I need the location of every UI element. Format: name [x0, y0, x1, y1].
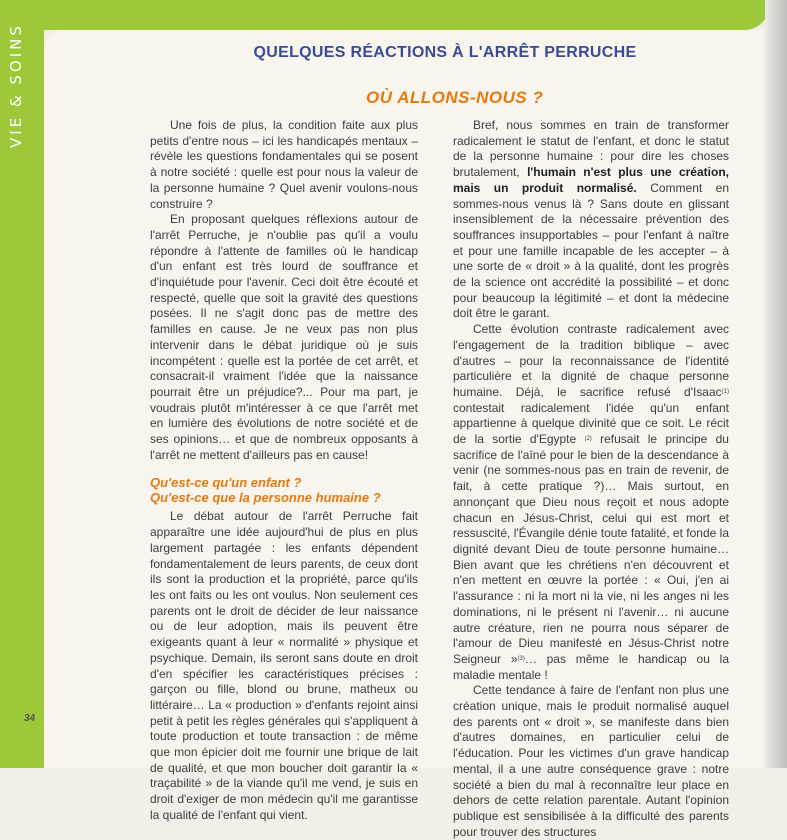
paragraph: Le débat autour de l'arrêt Perruche fait apparaître une idée aujourd'hui de plus en plus largement partagée : les enfants dépendent fondamentalement de leurs parents, de ceux dont ils sont la production et la propriété, parce qu'ils les ont faits ou les ont voulus. Non seulement ces parents ont le droit de décider de leur naissance ou de leur adoption, mais ils peuvent être exigeants quant à leur « normalité » physique et psychique. Demain, ils seront sans doute en droit d'en spécifier les caractéristiques précises : garçon ou fille, blond ou brune, matheux ou littéraire… La « production » d'enfants rejoint ainsi petit à petit les règles générales qui s'appliquent à toute production et toute transaction : de même que mon épicier doit me fournir une brique de lait de qualité, et que mon boucher doit garantir la « traçabilité » de la viande qu'il me vend, je suis en droit d'exiger de mon médecin qu'il me garantisse la qualité de l'enfant qui vient. [150, 509, 418, 822]
page-number: 34 [24, 713, 36, 724]
paragraph [453, 322, 729, 683]
text-run: Bref, nous sommes en train de transformer radicalement le statut de l'enfant, et donc le statut de la personne humaine : pour dire les choses brutalement, [453, 118, 729, 180]
page-spine-shadow [765, 0, 787, 768]
section-title-line: Qu'est-ce qu'un enfant ? [150, 475, 302, 491]
paragraph: Une fois de plus, la condition faite aux plus petits d'entre nous – ici les handicapés mentaux –révèle les questions fondamentales qui se posent à notre société : quelle est pour nous la valeur de la personne humaine ? Quel avenir voulons-nous construire ? [150, 118, 418, 211]
section-label: VIE & SOINS [7, 23, 25, 148]
article-subheading: OÙ ALLONS-NOUS ? [366, 88, 544, 107]
paragraph: Cette tendance à faire de l'enfant non plus une création unique, mais le produit normalisé auquel des parents ont « droit », se manifeste dans bien d'autres domaines, en particulier celui de l'éducation. Pour les victimes d'un grave handicap mental, il a une autre conséquence grave : notre société a bien du mal à reconnaître leur place en dehors de cette relation parentale. Autant l'opinion publique est sensibilisée à la difficulté des parents pour trouver des structures [453, 683, 729, 839]
text-run: contestait radicalement l'idée qu'un enfant appartienne à quelque divinité que ce soit. Le récit de la sortie d'Egypte [453, 400, 729, 447]
footnote-ref: (1) [721, 388, 729, 395]
text-run: Cette évolution contraste radicalement avec l'engagement de la tradition biblique – avec d'autres – pour la reconnaissance de l'identité particulière et la dignité de chaque personne humaine. Déjà, le sacrifice refusé d'Isaac [453, 322, 729, 399]
paragraph [453, 118, 729, 322]
section-title [150, 475, 418, 505]
section-title-line: Qu'est-ce que la personne humaine ? [150, 490, 381, 506]
paragraph: En proposant quelques réflexions autour de l'arrêt Perruche, je n'oublie pas qu'il a voulu répondre à l'attente de familles où le handicap d'un enfant est très lourd de souffrance et d'inquiétude pour l'avenir. Ceci doit être écouté et respecté, quelle que soit la gravité des questions posées. Il ne s'agit donc pas de mettre des familles en cause. Je ne veux pas non plus intervenir dans le débat juridique où je suis incompétent : quelle est la portée de cet arrêt, et consacrait-il vraiment l'idée que la naissance pourrait être un préjudice?... Pour ma part, je voudrais plutôt m'intéresser à ce que l'arrêt met en lumière des évolutions de notre société et de ses opinions… et que de nombreux opposants à l'arrêt ne mettent d'ailleurs pas en cause! [150, 212, 418, 462]
left-column [150, 118, 418, 824]
article-heading: QUELQUES RÉACTIONS À L'ARRÊT PERRUCHE [253, 44, 637, 61]
right-column [453, 118, 729, 840]
bold-statement: l'humain n'est plus une création, mais un produit normalisé. [453, 165, 729, 195]
text-run: refusait le principe du sacrifice de l'aîné pour le bien de la descendance à venir (ne sommes-nous pas en train de revenir, de fait, à cette pratique ?)… Mais surtout, en annonçant que Dieu nous reçoit et nous adopte chacun en Jésus-Christ, celui qui est mort et ressuscité, l'Évangile dénie toute fatalité, et fonde la dignité devant Dieu de toute personne humaine… Bien avant que les chrétiens n'en découvrent et n'en mettent en œuvre la portée : « Oui, j'en ai l'assurance : ni la mort ni la vie, ni les anges ni les dominations, ni le présent ni l'avenir… ni aucune autre créature, rien ne pourra nous séparer de l'amour de Dieu manifesté en Jésus-Christ notre Seigneur » [453, 432, 729, 666]
footnote-ref: (3) [517, 655, 525, 662]
green-top-band [0, 0, 770, 30]
footnote-ref: (2) [584, 436, 592, 443]
text-run: … pas même le handicap ou la maladie mentale ! [453, 651, 729, 682]
text-run: Comment en sommes-nous venus là ? Sans doute en glissant insensiblement de la nécessaire prévention des souffrances insupportables – pour l'enfant à naître et pour une famille incapable de les accepter – à une sorte de « droit » à la qualité, dont les progrès de la science ont accrédité la possibilité – et donc pour beaucoup la légitimité – et dont la médecine doit être le garant. [453, 180, 730, 321]
